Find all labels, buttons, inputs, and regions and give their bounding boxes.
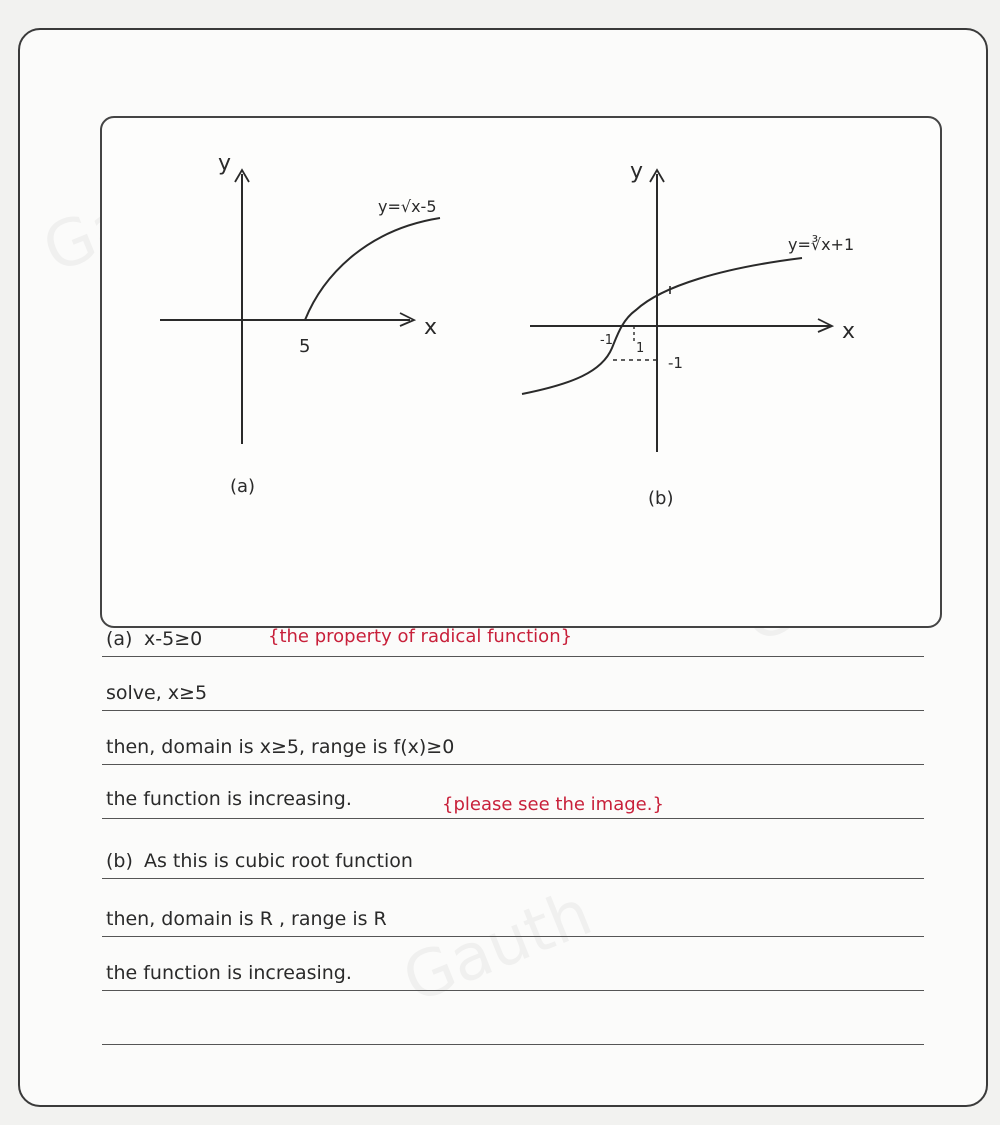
part-b-domain-range: then, domain is R , range is R [106,908,387,930]
equation-a: y=√x-5 [378,197,437,216]
figure-box [100,116,942,628]
rule-line [102,1044,924,1045]
caption-b: (b) [648,488,674,509]
part-a-label: (a) [106,628,133,650]
equation-b: y=∛x+1 [788,235,855,254]
x-tick-5: 5 [299,336,311,357]
rule-line [102,936,924,937]
part-a-see-image: {please see the image.} [442,794,664,815]
rule-line [102,878,924,879]
part-b-cubic: As this is cubic root function [144,850,413,872]
rule-line [102,818,924,819]
part-a-solve: solve, x≥5 [106,682,208,704]
rule-line [102,990,924,991]
part-a-domain-range: then, domain is x≥5, range is f(x)≥0 [106,736,455,758]
y-axis-label-b: y [630,159,644,184]
y-axis-label-a: y [218,151,232,176]
part-b-label: (b) [106,850,133,872]
part-a-inequality: x-5≥0 [144,628,203,650]
x-axis-label-b: x [842,319,856,344]
rule-line [102,656,924,657]
sqrt-curve [305,218,440,320]
x-tick-neg1: -1 [600,333,613,348]
graph-b [522,159,855,509]
part-a-increasing: the function is increasing. [106,788,352,810]
graphs-figure [102,118,940,626]
part-b-increasing: the function is increasing. [106,962,352,984]
worksheet-page [18,28,988,1107]
caption-a: (a) [230,476,256,497]
tick-1: 1 [636,341,645,356]
part-a-note: {the property of radical function} [268,626,573,647]
y-tick-neg1: -1 [668,354,683,372]
rule-line [102,764,924,765]
watermark [393,876,602,1018]
rule-line [102,710,924,711]
x-axis-label-a: x [424,315,438,340]
graph-a [160,151,440,497]
